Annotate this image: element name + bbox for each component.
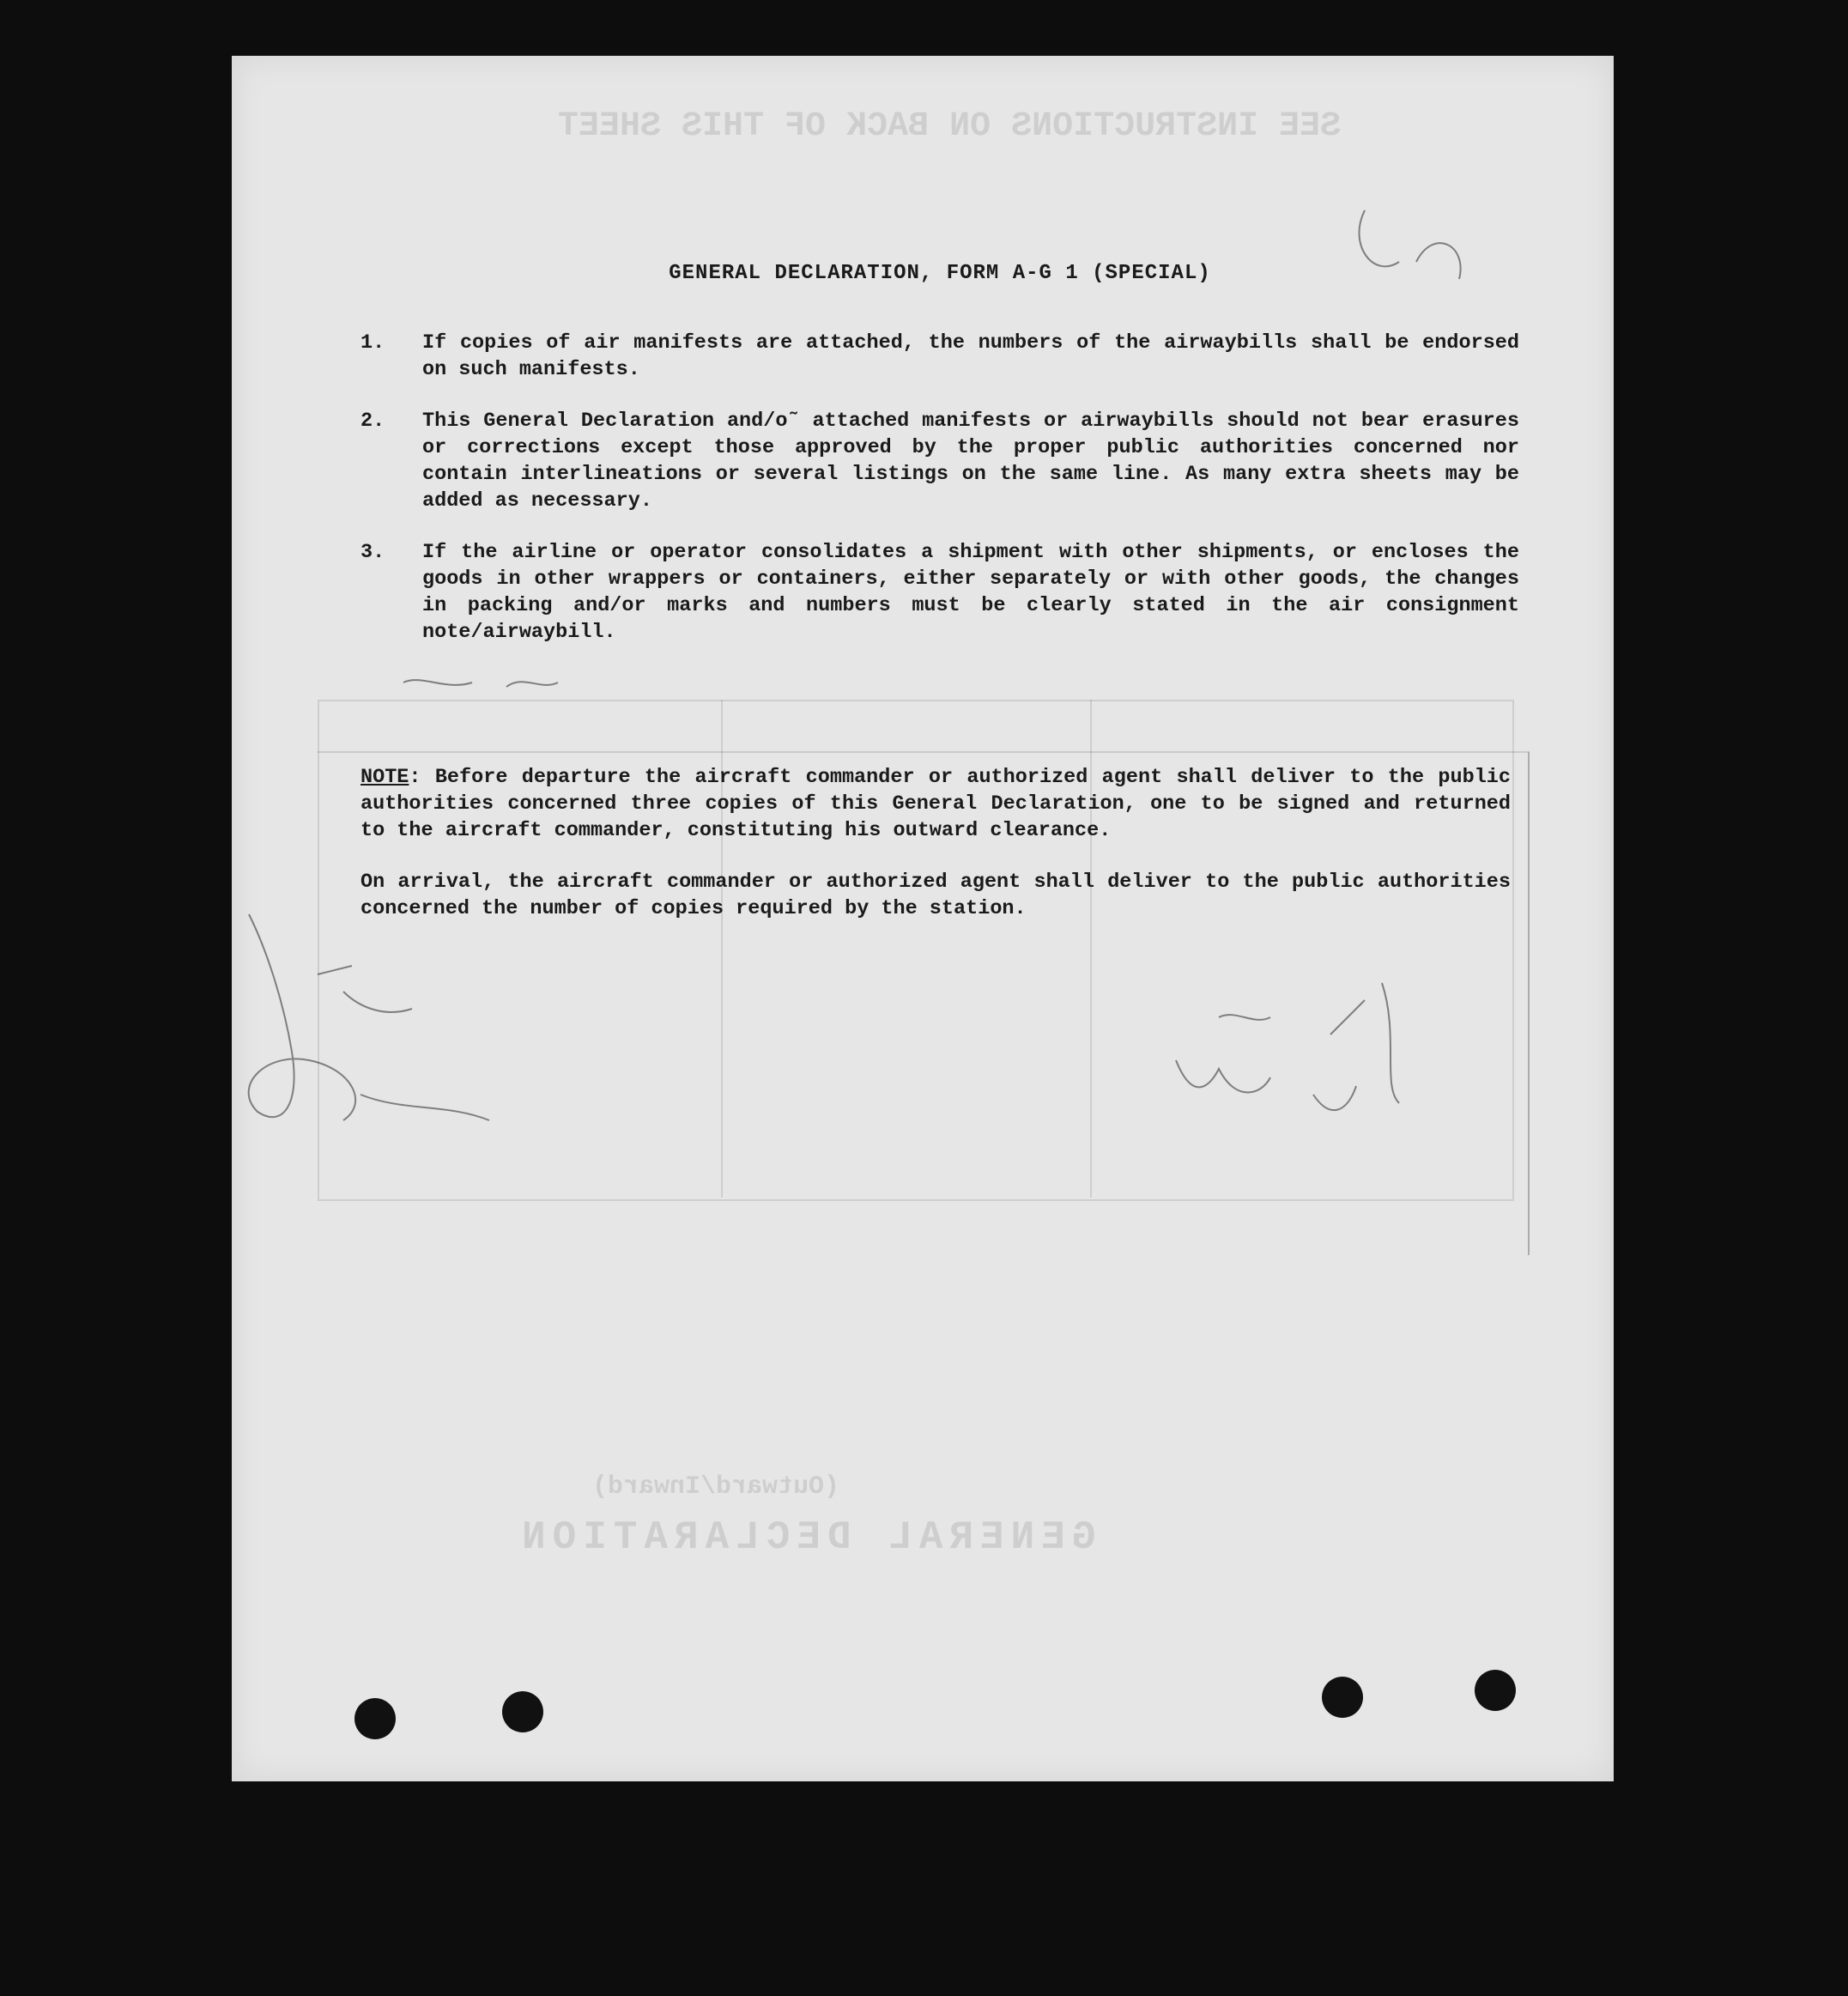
punch-hole bbox=[1322, 1677, 1363, 1718]
item-text: If the airline or operator consolidates a shipment with other shipments, or encloses the goods in other wrappers or containers, either separately or with other goods, the changes in packing and/or marks and numbers must be clearly stated in the air consignment note/airwaybill. bbox=[422, 541, 1519, 644]
item-text: If copies of air manifests are attached, the numbers of the airwaybills shall be endorsed on such manifests. bbox=[422, 331, 1519, 381]
item-number: 3. bbox=[361, 541, 385, 564]
item-text: This General Declaration and/o˜ attached manifests or airwaybills should not bear erasures or corrections except those approved by the proper public authorities concerned nor contain interlineations or several listings on the same line. As many extra sheets may be added as necessary. bbox=[422, 410, 1519, 513]
item-number: 1. bbox=[361, 331, 385, 355]
handwritten-signature-right bbox=[1219, 983, 1399, 1103]
note-text: : Before departure the aircraft commander or authorized agent shall deliver to the public authorities concerned three copies of this General Declaration, one to be signed and returned to the aircraft commander, constituting his outward clearance. bbox=[361, 766, 1511, 842]
bleed-through-subtitle: (Outward/Inward) bbox=[592, 1472, 840, 1502]
paper-sheet bbox=[232, 56, 1614, 1781]
handwritten-signature-right-strokes bbox=[1176, 1060, 1356, 1110]
punch-hole bbox=[1475, 1670, 1516, 1711]
punch-hole bbox=[502, 1691, 543, 1732]
page-title: GENERAL DECLARATION, FORM A-G 1 (SPECIAL) bbox=[669, 262, 1211, 285]
bleed-through-heading: SEE INSTRUCTIONS ON BACK OF THIS SHEET bbox=[558, 107, 1342, 146]
handwritten-mark-item3 bbox=[403, 680, 558, 687]
arrival-paragraph: On arrival, the aircraft commander or authorized agent shall deliver to the public authorities concerned the number of copies required by the station. bbox=[361, 871, 1511, 920]
punch-hole bbox=[354, 1698, 396, 1739]
handwritten-signature-left bbox=[249, 914, 355, 1120]
note-label: NOTE bbox=[361, 766, 409, 789]
handwritten-marks bbox=[232, 56, 1614, 1781]
handwritten-signature-left-strokes bbox=[318, 966, 489, 1120]
handwritten-mark-top bbox=[1360, 210, 1461, 279]
bleed-through-title: GENERAL DECLARATION bbox=[515, 1515, 1096, 1560]
item-number: 2. bbox=[361, 410, 385, 433]
